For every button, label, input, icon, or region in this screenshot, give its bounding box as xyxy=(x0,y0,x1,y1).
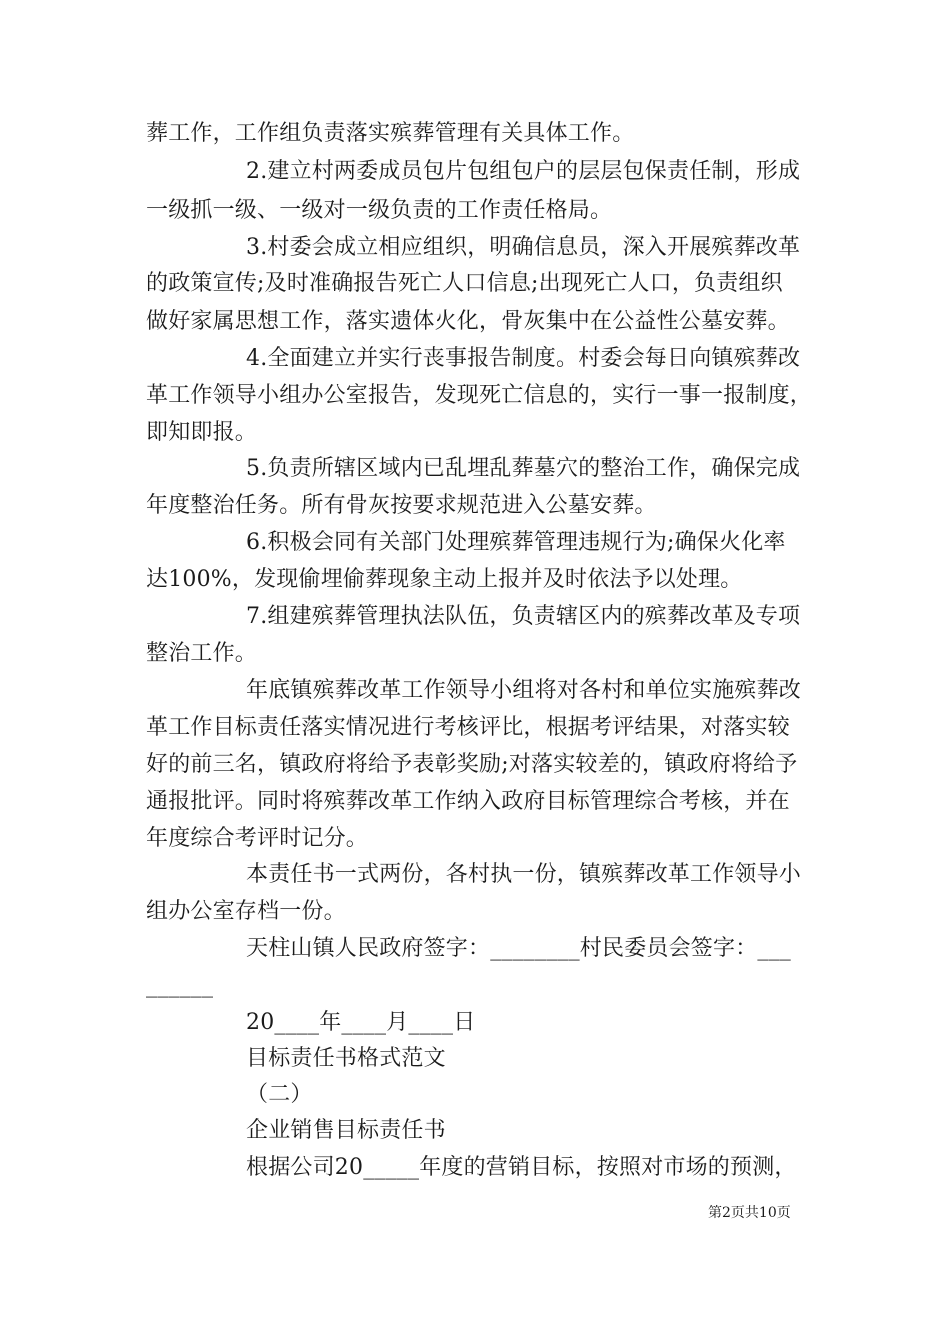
text-line: 6.积极会同有关部门处理殡葬管理违规行为;确保火化率 xyxy=(246,530,786,555)
text-line: 7.组建殡葬管理执法队伍，负责辖区内的殡葬改革及专项 xyxy=(246,604,801,629)
text-line: 整治工作。 xyxy=(146,641,258,666)
text-line: 葬工作，工作组负责落实殡葬管理有关具体工作。 xyxy=(146,121,635,146)
signature-line-continued: ______ xyxy=(146,973,214,998)
text-line: 即知即报。 xyxy=(146,420,258,445)
text-line: 年度整治任务。所有骨灰按要求规范进入公墓安葬。 xyxy=(146,493,657,518)
text-line: 5.负责所辖区域内已乱埋乱葬墓穴的整治工作，确保完成 xyxy=(246,456,801,481)
text-line: 本责任书一式两份，各村执一份，镇殡葬改革工作领导小 xyxy=(246,862,802,887)
text-line: 革工作领导小组办公室报告，发现死亡信息的，实行一事一报制度， xyxy=(146,383,813,408)
text-line: 通报批评。同时将殡葬改革工作纳入政府目标管理综合考核，并在 xyxy=(146,789,790,814)
signature-line: 天柱山镇人民政府签字：________村民委员会签字：___ xyxy=(246,936,792,961)
page-number: 第2页共10页 xyxy=(708,1205,791,1221)
text-line: 根据公司20_____年度的营销目标，按照对市场的预测， xyxy=(246,1155,797,1180)
text-line: 的政策宣传;及时准确报告死亡人口信息;出现死亡人口，负责组织 xyxy=(146,271,783,296)
text-line: 做好家属思想工作，落实遗体火化，骨灰集中在公益性公墓安葬。 xyxy=(146,309,790,334)
date-line: 20____年____月____日 xyxy=(246,1010,476,1035)
text-line: 好的前三名，镇政府将给予表彰奖励;对落实较差的，镇政府将给予 xyxy=(146,752,798,777)
text-line: 达100%，发现偷埋偷葬现象主动上报并及时依法予以处理。 xyxy=(146,567,743,592)
text-line: 2.建立村两委成员包片包组包户的层层包保责任制，形成 xyxy=(246,159,801,184)
text-line: 组办公室存档一份。 xyxy=(146,899,346,924)
text-line: 年度综合考评时记分。 xyxy=(146,826,369,851)
text-line: 年底镇殡葬改革工作领导小组将对各村和单位实施殡葬改 xyxy=(246,678,802,703)
section-title: 目标责任书格式范文 xyxy=(246,1046,446,1071)
text-line: 革工作目标责任落实情况进行考核评比，根据考评结果，对落实较 xyxy=(146,715,790,740)
section-number: （二） xyxy=(246,1082,313,1107)
text-line: 4.全面建立并实行丧事报告制度。村委会每日向镇殡葬改 xyxy=(246,346,801,371)
text-line: 一级抓一级、一级对一级负责的工作责任格局。 xyxy=(146,198,613,223)
text-line: 3.村委会成立相应组织，明确信息员，深入开展殡葬改革 xyxy=(246,235,801,260)
section-heading: 企业销售目标责任书 xyxy=(246,1118,446,1143)
